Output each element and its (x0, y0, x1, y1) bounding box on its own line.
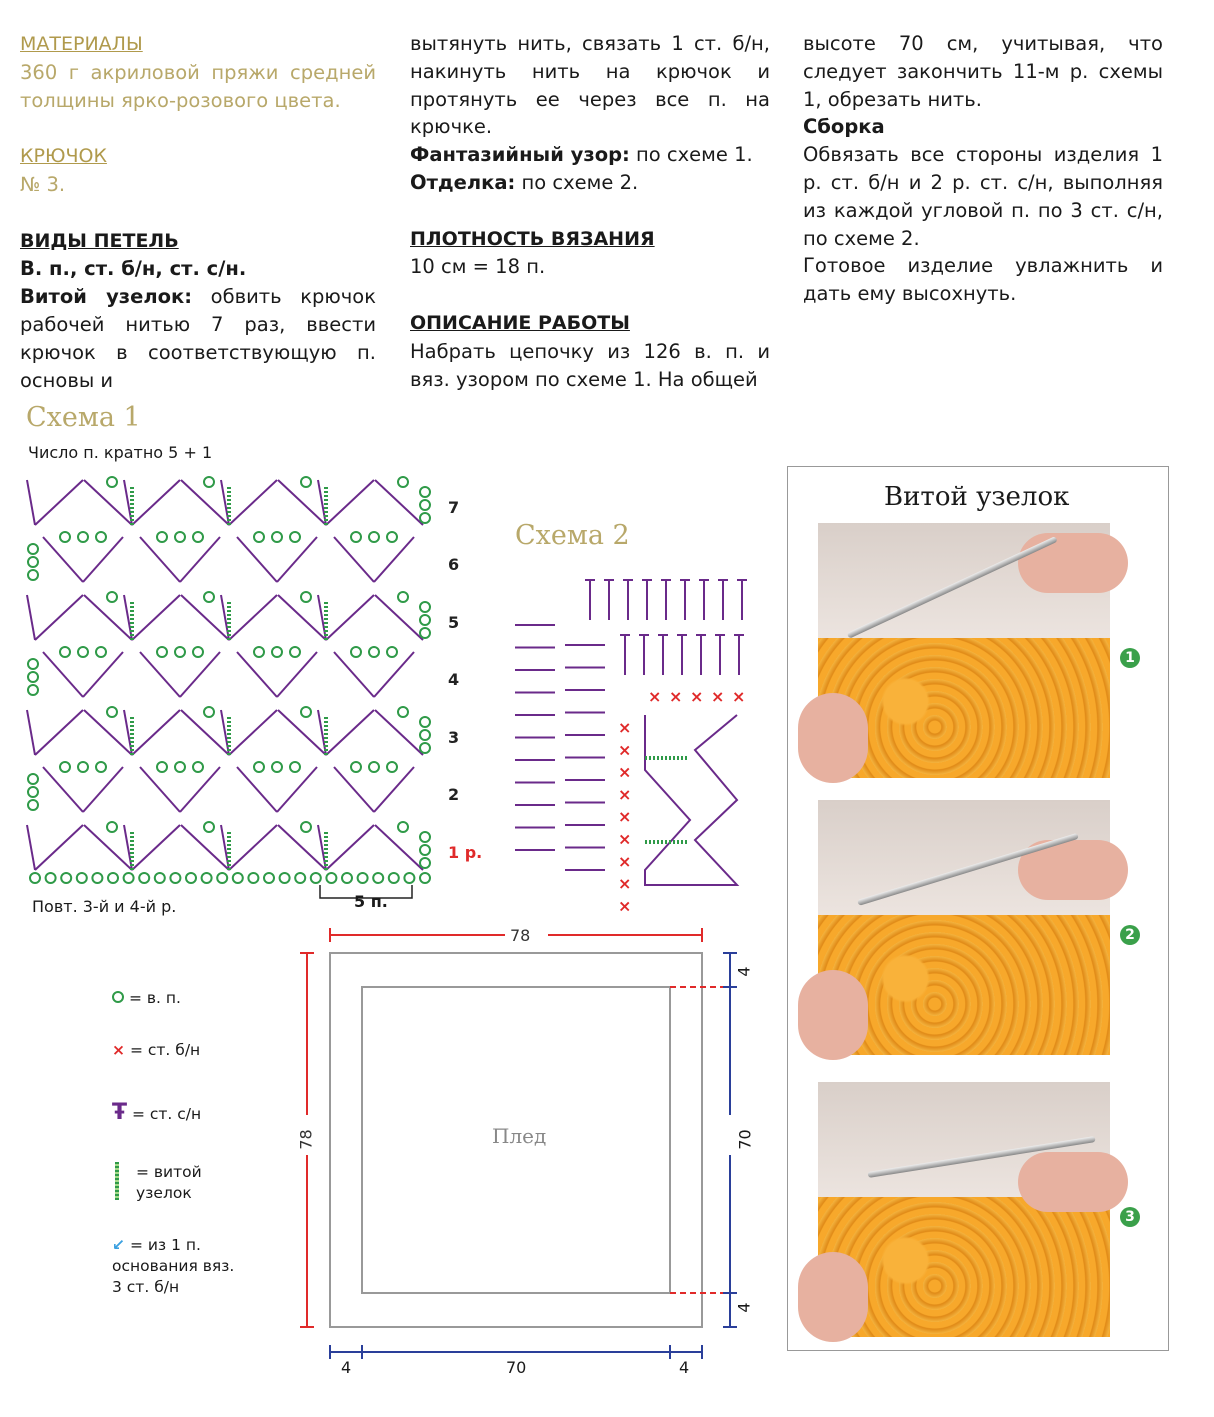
chain-circle (387, 762, 397, 772)
chain-circle (387, 647, 397, 657)
chain-circle (107, 592, 117, 602)
dc-stitch (140, 652, 180, 697)
sc-cross: × (690, 687, 704, 706)
foundation-chain (280, 873, 290, 883)
foundation-chain (46, 873, 56, 883)
foundation-chain (186, 873, 196, 883)
turning-chain (28, 774, 38, 784)
chain-circle (204, 477, 214, 487)
turning-chain (420, 602, 430, 612)
column-1 (20, 30, 376, 394)
materials-text: 360 г акриловой пряжи средней толщины ярко-розового цвета. (20, 60, 376, 112)
dc-stitch (132, 595, 180, 640)
dc-stitch (27, 595, 35, 640)
step-number-badge: 1 (1120, 648, 1140, 668)
continued-text: вытянуть нить, связать 1 ст. б/н, накинуть нить на крючок и протянуть ее через все п. на крючке. (410, 32, 770, 139)
foundation-chain (155, 873, 165, 883)
row-number: 4 (448, 670, 460, 689)
dc-stitch (375, 825, 423, 870)
gauge-heading: ПЛОТНОСТЬ ВЯЗАНИЯ (410, 227, 655, 250)
legend-dc: Ŧ = ст. с/н (112, 1100, 202, 1125)
foundation-chain (373, 873, 383, 883)
sc-cross: × (618, 829, 632, 849)
sc-cross: × (711, 687, 725, 706)
dc-stitch (326, 710, 374, 755)
foundation-chain (389, 873, 399, 883)
chain-circle (398, 822, 408, 832)
turning-chain (420, 500, 430, 510)
sc-cross: × (648, 687, 662, 706)
chain-circle (398, 707, 408, 717)
dc-stitch (83, 537, 123, 582)
legend-knot: = витой узелок (112, 1162, 236, 1204)
column-3 (803, 30, 1163, 308)
turning-chain (420, 730, 430, 740)
chain-circle (204, 592, 214, 602)
turning-chain (28, 544, 38, 554)
foundation-chain (92, 873, 102, 883)
chain-circle (290, 532, 300, 542)
assembly-heading: Сборка (803, 115, 885, 139)
pattern-text: по схеме 1. (629, 143, 753, 167)
chain-circle (204, 822, 214, 832)
chain-circle (301, 477, 311, 487)
turning-chain (420, 858, 430, 868)
chain-circle (193, 762, 203, 772)
repeat-label: 5 п. (354, 892, 388, 911)
chain-circle (369, 762, 379, 772)
work-heading: ОПИСАНИЕ РАБОТЫ (410, 311, 630, 334)
dim-right-mid: 70 (735, 1129, 755, 1150)
row-number: 1 р. (448, 843, 483, 862)
foundation-chain (420, 873, 430, 883)
chain-circle (78, 532, 88, 542)
chain-circle (78, 647, 88, 657)
step-number-badge: 2 (1120, 925, 1140, 945)
dc-stitch (43, 652, 83, 697)
turning-chain (420, 832, 430, 842)
chain-circle (60, 647, 70, 657)
chain-circle (254, 532, 264, 542)
scheme2-title: Схема 2 (515, 520, 630, 551)
t-stitch-icon: Ŧ (112, 1100, 128, 1125)
chain-circle (351, 647, 361, 657)
row-number: 7 (448, 498, 460, 517)
chain-circle (351, 762, 361, 772)
dc-stitch (334, 537, 374, 582)
turning-chain (28, 672, 38, 682)
chain-circle (96, 762, 106, 772)
foundation-chain (139, 873, 149, 883)
turning-chain (28, 570, 38, 580)
foundation-chain (326, 873, 336, 883)
chain-circle (157, 647, 167, 657)
dc-stitch (140, 537, 180, 582)
pattern-label: Фантазийный узор: (410, 143, 630, 167)
dc-stitch (43, 767, 83, 812)
foundation-chain (248, 873, 258, 883)
turning-chain (420, 743, 430, 753)
sc-cross: × (618, 784, 632, 804)
foundation-chain (311, 873, 321, 883)
dim-bot-right: 4 (679, 1358, 690, 1377)
chain-circle (60, 532, 70, 542)
chain-circle (175, 647, 185, 657)
step-photo (818, 800, 1110, 1055)
dc-stitch (237, 537, 277, 582)
step-photo (818, 523, 1110, 778)
row-number: 2 (448, 785, 460, 804)
chain-circle (272, 762, 282, 772)
pattern-edge (645, 715, 737, 885)
chain-circle (157, 762, 167, 772)
dc-stitch (375, 480, 423, 525)
chain-circle (175, 532, 185, 542)
dc-stitch (35, 710, 83, 755)
scheme2-diagram (505, 570, 755, 916)
dc-stitch (83, 652, 123, 697)
chain-circle (107, 707, 117, 717)
sc-cross: × (618, 718, 632, 737)
legend-corner: ↙ = из 1 п. основания вяз. 3 ст. б/н (112, 1236, 235, 1296)
legend-chain: = в. п. (112, 988, 181, 1009)
foundation-chain (217, 873, 227, 883)
foundation-chain (358, 873, 368, 883)
chain-circle (272, 532, 282, 542)
dc-stitch (334, 652, 374, 697)
dc-stitch (140, 767, 180, 812)
scheme1-note: Число п. кратно 5 + 1 (28, 443, 213, 462)
twisted-knot-icon (115, 1162, 119, 1200)
dc-stitch (132, 825, 180, 870)
chain-circle (398, 477, 408, 487)
chain-circle-icon (112, 991, 124, 1003)
foundation-chain (264, 873, 274, 883)
chain-circle (369, 532, 379, 542)
chain-circle (254, 647, 264, 657)
sc-cross: × (618, 740, 632, 760)
chain-circle (204, 707, 214, 717)
turning-chain (28, 685, 38, 695)
stitches-heading: ВИДЫ ПЕТЕЛЬ (20, 229, 179, 252)
dc-stitch (132, 480, 180, 525)
chain-circle (193, 647, 203, 657)
dc-stitch (326, 480, 374, 525)
sc-cross: × (618, 896, 632, 916)
step-photo (818, 1082, 1110, 1337)
continued-text-3: высоте 70 см, учитывая, что следует закончить 11-м р. схемы 1, обрезать нить. (803, 32, 1163, 111)
dc-stitch (27, 710, 35, 755)
foundation-chain (30, 873, 40, 883)
knot-text: обвить крючок рабочей нитью 7 раз, ввести крючок в соответствующую п. основы и (20, 285, 376, 392)
step-number-badge: 3 (1120, 1207, 1140, 1227)
dc-stitch (27, 480, 35, 525)
turning-chain (28, 659, 38, 669)
chain-circle (272, 647, 282, 657)
dc-stitch (277, 652, 317, 697)
turning-chain (420, 845, 430, 855)
chain-circle (387, 532, 397, 542)
turning-chain (28, 800, 38, 810)
chain-circle (96, 532, 106, 542)
plaid-diagram (290, 920, 760, 1390)
chain-circle (351, 532, 361, 542)
photo-panel-title: Витой узелок (884, 482, 1070, 512)
chain-circle (60, 762, 70, 772)
dc-stitch (83, 767, 123, 812)
chain-circle (301, 707, 311, 717)
chain-circle (290, 762, 300, 772)
dc-stitch (229, 595, 277, 640)
chain-circle (175, 762, 185, 772)
scheme1-title: Схема 1 (26, 402, 141, 433)
chain-circle (96, 647, 106, 657)
foundation-chain (108, 873, 118, 883)
sc-cross: × (618, 762, 632, 782)
dc-stitch (237, 652, 277, 697)
dc-stitch (180, 537, 220, 582)
dc-stitch (374, 652, 414, 697)
corner-arrow-icon: ↙ (112, 1236, 125, 1254)
knot-label: Витой узелок: (20, 285, 193, 309)
dim-top: 78 (510, 926, 531, 945)
turning-chain (420, 487, 430, 497)
sc-cross: × (669, 687, 683, 706)
hook-text: № 3. (20, 172, 66, 196)
row-number: 3 (448, 728, 460, 747)
foundation-chain (61, 873, 71, 883)
dim-bot-left: 4 (341, 1358, 352, 1377)
dc-stitch (35, 595, 83, 640)
dc-stitch (229, 825, 277, 870)
hook-heading: КРЮЧОК (20, 145, 107, 168)
turning-chain (420, 717, 430, 727)
plaid-label: Плед (492, 1124, 547, 1148)
chain-circle (193, 532, 203, 542)
sc-cross: × (618, 807, 632, 827)
cross-icon: × (112, 1041, 125, 1059)
column-2 (410, 30, 770, 393)
foundation-chain (342, 873, 352, 883)
turning-chain (420, 628, 430, 638)
sc-cross: × (618, 851, 632, 871)
sc-cross: × (732, 687, 746, 706)
dc-stitch (277, 767, 317, 812)
chain-circle (398, 592, 408, 602)
dc-stitch (27, 825, 35, 870)
chain-circle (369, 647, 379, 657)
dc-stitch (334, 767, 374, 812)
legend-sc: × = ст. б/н (112, 1041, 201, 1059)
dc-stitch (229, 480, 277, 525)
chain-circle (301, 822, 311, 832)
assembly-text: Обвязать все стороны изделия 1 р. ст. б/н и 2 р. ст. с/н, выполняя из каждой угловой п. по 3 ст. с/н, по схеме 2. (803, 143, 1163, 250)
repeat-note: Повт. 3-й и 4-й р. (32, 897, 177, 916)
dc-stitch (326, 825, 374, 870)
materials-heading: МАТЕРИАЛЫ (20, 33, 143, 55)
dim-right-bot: 4 (734, 1302, 754, 1313)
gauge-text: 10 см = 18 п. (410, 255, 546, 279)
dc-stitch (375, 595, 423, 640)
turning-chain (420, 615, 430, 625)
chain-circle (290, 647, 300, 657)
row-number: 5 (448, 613, 460, 632)
chain-circle (78, 762, 88, 772)
chain-circle (107, 477, 117, 487)
dim-left: 78 (296, 1129, 316, 1150)
stitches-text: В. п., ст. б/н, ст. с/н. (20, 257, 247, 281)
dc-stitch (374, 767, 414, 812)
chain-circle (301, 592, 311, 602)
foundation-chain (77, 873, 87, 883)
turning-chain (28, 557, 38, 567)
scheme1-diagram (0, 460, 500, 900)
sc-cross: × (618, 874, 632, 894)
dc-stitch (35, 825, 83, 870)
chain-circle (254, 762, 264, 772)
chain-circle (157, 532, 167, 542)
dc-stitch (237, 767, 277, 812)
foundation-chain (170, 873, 180, 883)
chain-circle (107, 822, 117, 832)
dc-stitch (132, 710, 180, 755)
foundation-chain (233, 873, 243, 883)
dc-stitch (43, 537, 83, 582)
work-text: Набрать цепочку из 126 в. п. и вяз. узором по схеме 1. На общей (410, 339, 770, 391)
dc-stitch (375, 710, 423, 755)
dim-right-top: 4 (734, 966, 754, 977)
finish-text: Готовое изделие увлажнить и дать ему высохнуть. (803, 254, 1163, 306)
turning-chain (420, 513, 430, 523)
foundation-chain (202, 873, 212, 883)
row-number: 6 (448, 555, 460, 574)
edge-label: Отделка: (410, 170, 516, 194)
dim-bot-mid: 70 (506, 1358, 527, 1377)
turning-chain (28, 787, 38, 797)
dc-stitch (35, 480, 83, 525)
foundation-chain (295, 873, 305, 883)
dc-stitch (374, 537, 414, 582)
dc-stitch (326, 595, 374, 640)
dc-stitch (277, 537, 317, 582)
foundation-chain (404, 873, 414, 883)
dc-stitch (180, 652, 220, 697)
foundation-chain (124, 873, 134, 883)
dc-stitch (180, 767, 220, 812)
dc-stitch (229, 710, 277, 755)
edge-text: по схеме 2. (515, 170, 639, 194)
